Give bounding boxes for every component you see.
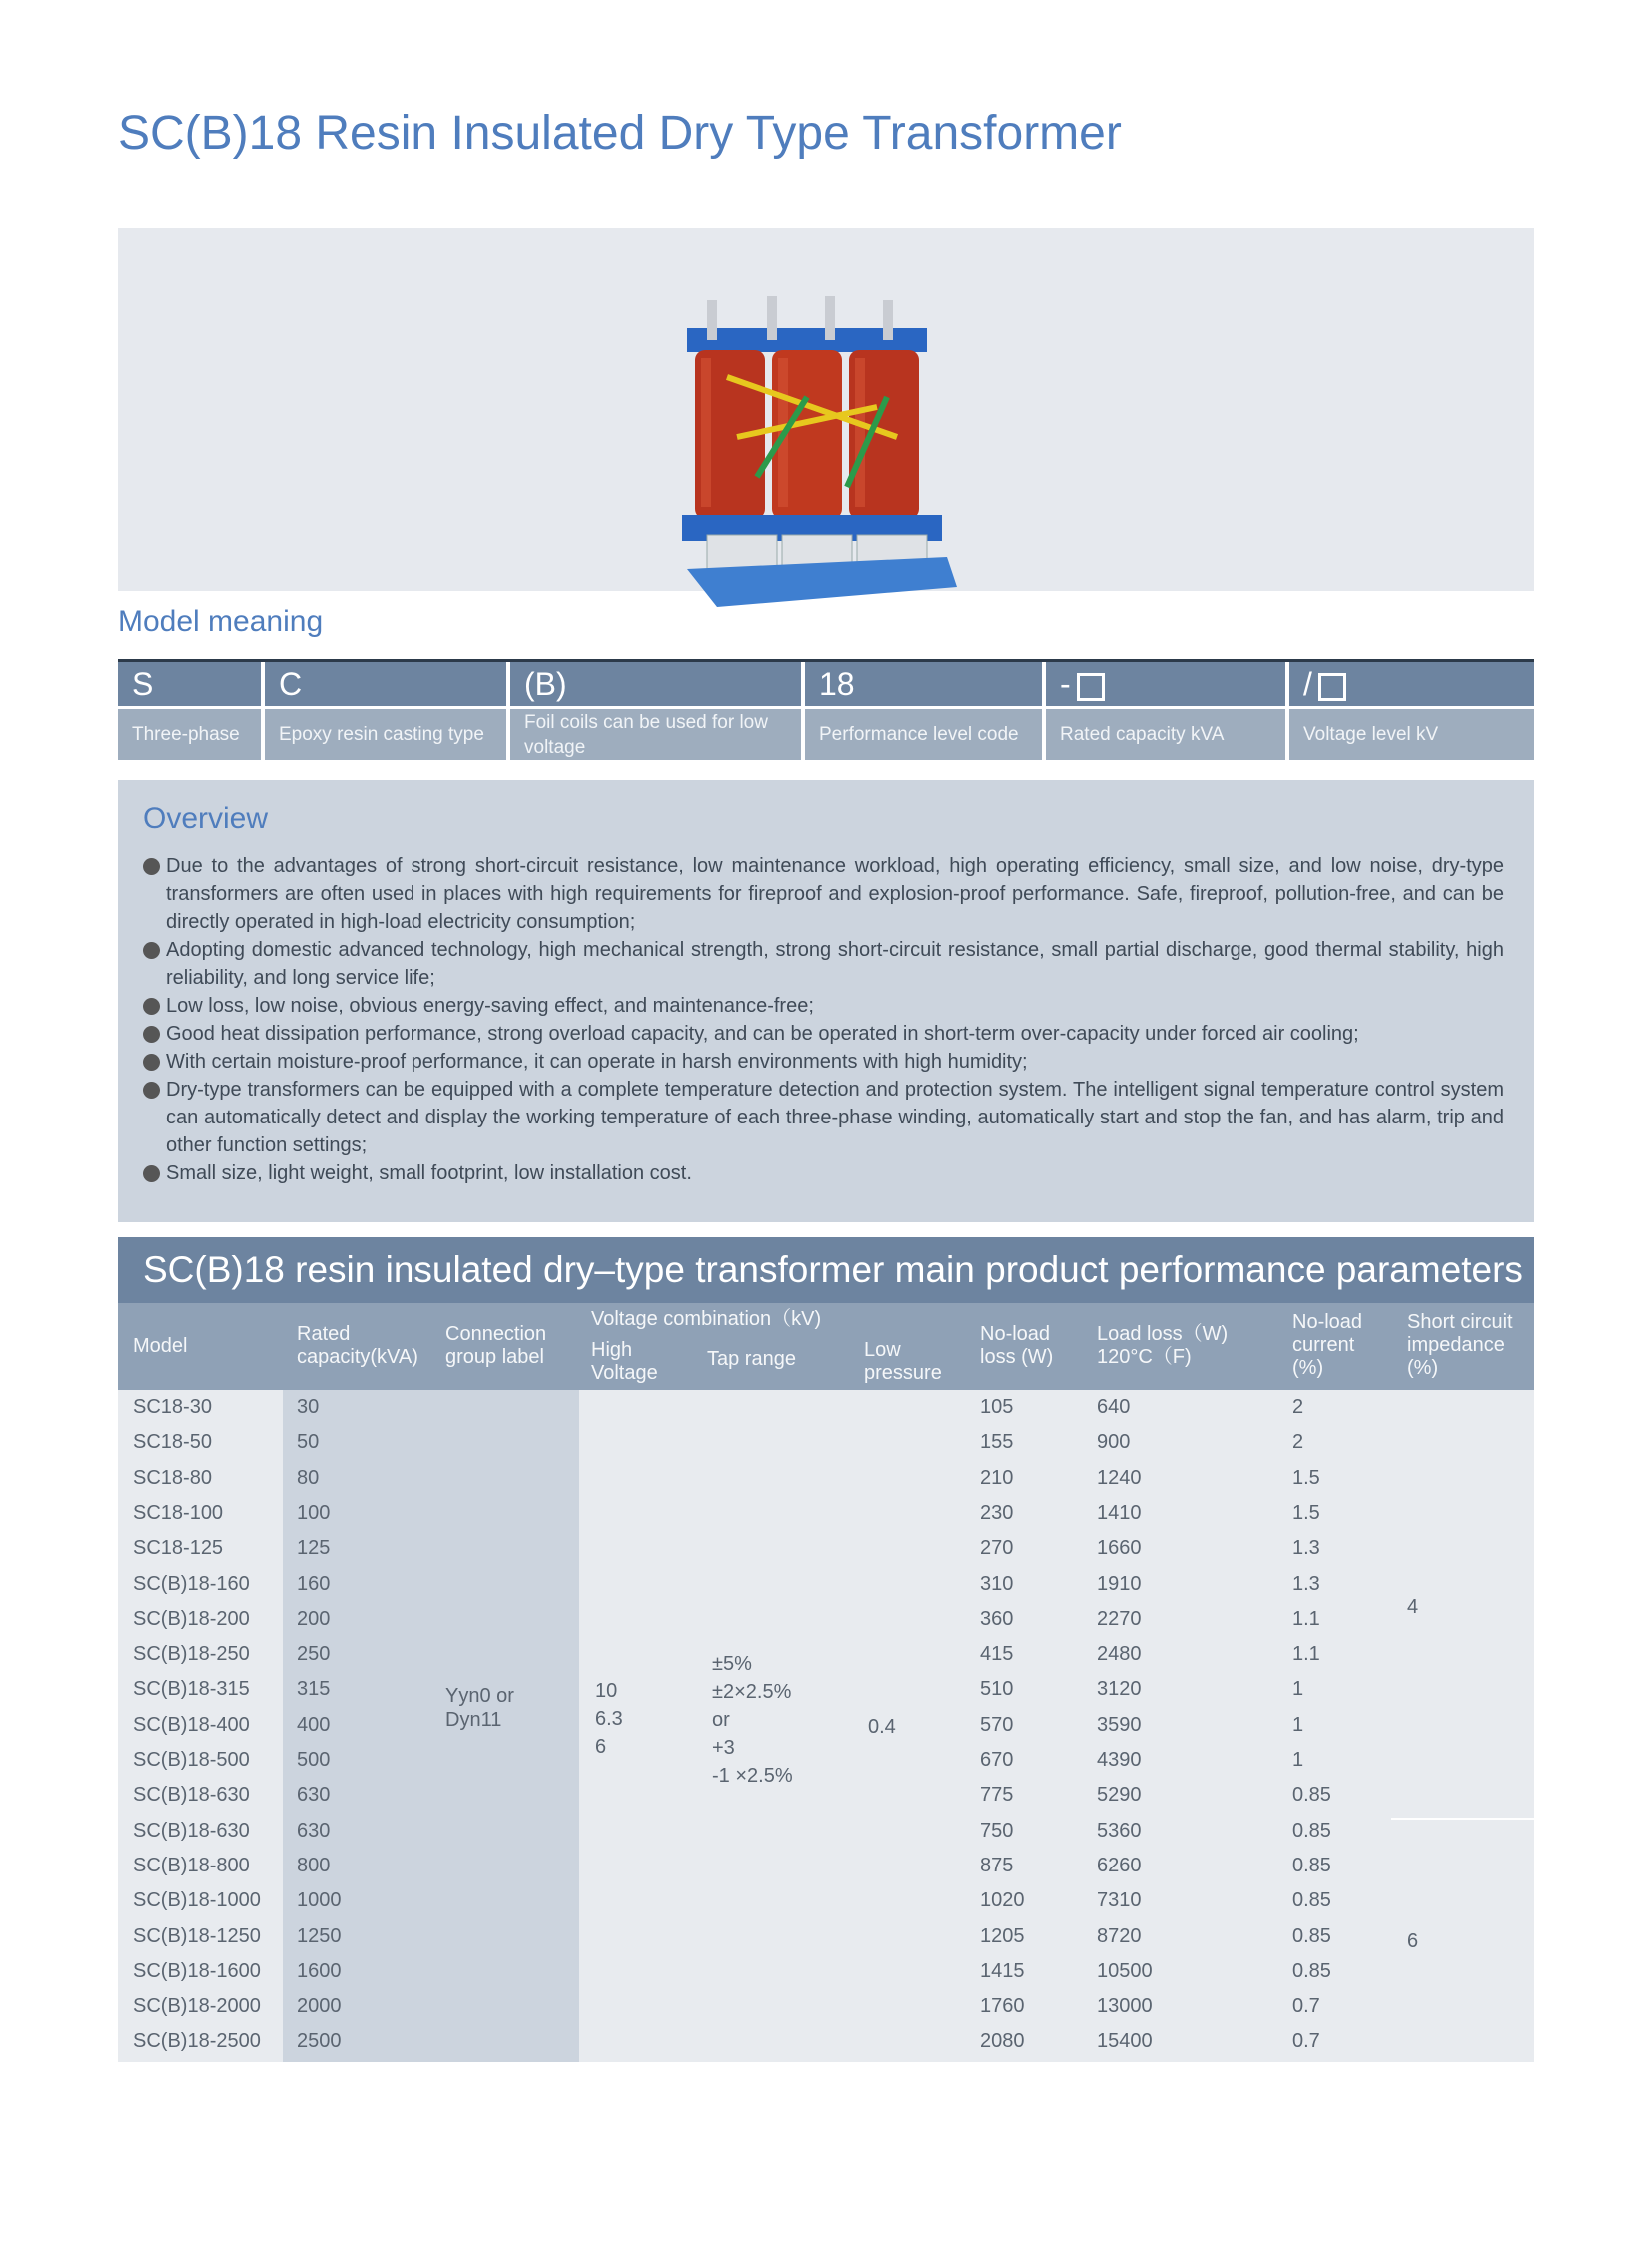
cell-no-load-current: 1.1 [1292,1607,1320,1630]
cell-model: SC(B)18-2000 [133,1995,261,2018]
cell-no-load-current: 0.85 [1292,1854,1331,1876]
header-model: Model [133,1335,188,1357]
cell-model: SC18-125 [133,1537,224,1560]
list-item: Dry-type transformers can be equipped with a complete temperature detection and protection system. The intelligent signal temperature control system can automatically detect and display the working temperature of each three-phase winding, automatically start and stop the fan, and has alarm, trip and other function settings; [143,1076,1504,1159]
cell-load-loss: 2270 [1097,1607,1142,1630]
model-meaning-heading: Model meaning [118,605,324,638]
list-item: Low loss, low noise, obvious energy-saving effect, and maintenance-free; [143,992,1504,1020]
cell-no-load-current: 0.85 [1292,1784,1331,1807]
cell-load-loss: 5290 [1097,1784,1142,1807]
cell-no-load-loss: 415 [980,1643,1014,1666]
cell-no-load-loss: 310 [980,1572,1014,1595]
cell-no-load-loss: 210 [980,1466,1014,1489]
cell-rated: 500 [297,1749,331,1771]
model-desc-c: Epoxy resin casting type [265,706,510,760]
cell-load-loss: 5360 [1097,1819,1142,1842]
header-voltage-combination: Voltage combination（kV) [591,1308,822,1330]
table-row [118,1642,1534,1677]
impedance-cell: 6 [1407,1930,1419,1953]
model-desc-s: Three-phase [118,706,265,760]
table-row [118,1854,1534,1888]
cell-no-load-loss: 1020 [980,1889,1025,1912]
model-code-s: S [118,662,265,706]
table-row [118,1677,1534,1712]
cell-no-load-current: 1 [1292,1713,1304,1736]
cell-load-loss: 10500 [1097,1959,1153,1982]
cell-load-loss: 3590 [1097,1713,1142,1736]
cell-no-load-loss: 155 [980,1431,1014,1454]
cell-no-load-current: 0.85 [1292,1924,1331,1947]
cell-no-load-current: 1.5 [1292,1466,1320,1489]
cell-no-load-loss: 1760 [980,1995,1025,2018]
cell-model: SC18-50 [133,1431,212,1454]
cell-rated: 400 [297,1713,331,1736]
cell-rated: 80 [297,1466,320,1489]
cell-no-load-loss: 270 [980,1537,1014,1560]
model-desc-capacity: Rated capacity kVA [1046,706,1289,760]
cell-no-load-loss: 230 [980,1501,1014,1524]
cell-no-load-loss: 750 [980,1819,1014,1842]
cell-no-load-loss: 510 [980,1678,1014,1701]
model-desc-18: Performance level code [805,706,1046,760]
high-voltage-value: 6 [595,1736,607,1758]
cell-no-load-current: 2 [1292,1396,1304,1418]
table-row [118,1783,1534,1818]
cell-no-load-current: 0.7 [1292,2030,1320,2053]
table-row [118,1572,1534,1607]
cell-no-load-current: 1.3 [1292,1572,1320,1595]
list-item: Small size, light weight, small footprint, low installation cost. [143,1159,1504,1187]
cell-rated: 125 [297,1537,331,1560]
header-low-pressure: Low pressure [864,1339,942,1384]
cell-rated: 30 [297,1396,320,1418]
header-no-load-current: No-load current (%) [1292,1311,1363,1379]
cell-no-load-current: 0.85 [1292,1959,1331,1982]
cell-model: SC(B)18-1000 [133,1889,261,1912]
table-row [118,1959,1534,1994]
cell-rated: 160 [297,1572,331,1595]
cell-load-loss: 4390 [1097,1749,1142,1771]
tap-range-value: +3 [712,1737,735,1759]
model-meaning-table [118,659,1534,760]
page-title: SC(B)18 Resin Insulated Dry Type Transformer [118,107,1122,160]
params-table [118,1303,1534,2062]
params-table-body [118,1390,1534,2062]
cell-load-loss: 1410 [1097,1501,1142,1524]
cell-no-load-loss: 670 [980,1749,1014,1771]
tap-range-value: ±2×2.5% [712,1681,792,1703]
cell-rated: 1600 [297,1959,342,1982]
cell-no-load-current: 1.5 [1292,1501,1320,1524]
header-load-loss: Load loss（W) 120°C（F) [1097,1323,1229,1368]
header-short-circuit: Short circuit impedance (%) [1407,1311,1513,1379]
cell-rated: 315 [297,1678,331,1701]
high-voltage-value: 10 [595,1680,618,1702]
cell-no-load-current: 1.3 [1292,1537,1320,1560]
connection-group-cell: Yyn0 or Dyn11 [445,1685,514,1731]
model-desc-voltage: Voltage level kV [1289,706,1534,760]
cell-rated: 1250 [297,1924,342,1947]
tap-range-value: or [712,1709,730,1731]
cell-model: SC(B)18-500 [133,1749,250,1771]
table-row [118,1536,1534,1571]
header-no-load-loss: No-load loss (W) [980,1323,1054,1368]
cell-rated: 800 [297,1854,331,1876]
cell-model: SC18-80 [133,1466,212,1489]
cell-model: SC(B)18-160 [133,1572,250,1595]
cell-load-loss: 640 [1097,1396,1131,1418]
cell-no-load-loss: 105 [980,1396,1014,1418]
params-table-header [118,1303,1534,1390]
tap-range-value: ±5% [712,1653,752,1675]
cell-rated: 1000 [297,1889,342,1912]
list-item: With certain moisture-proof performance, it can operate in harsh environments with high humidity; [143,1048,1504,1076]
table-row [118,1888,1534,1923]
cell-load-loss: 900 [1097,1431,1131,1454]
header-tap-range: Tap range [707,1348,796,1370]
cell-no-load-current: 0.7 [1292,1995,1320,2018]
cell-no-load-loss: 775 [980,1784,1014,1807]
cell-no-load-current: 2 [1292,1431,1304,1454]
table-row [118,1395,1534,1430]
cell-no-load-current: 1 [1292,1678,1304,1701]
table-row [118,1924,1534,1959]
cell-model: SC(B)18-800 [133,1854,250,1876]
impedance-cell: 4 [1407,1595,1419,1618]
cell-no-load-loss: 360 [980,1607,1014,1630]
high-voltage-value: 6.3 [595,1708,623,1730]
cell-rated: 200 [297,1607,331,1630]
cell-load-loss: 1240 [1097,1466,1142,1489]
model-code-18: 18 [805,662,1046,706]
table-row [118,1430,1534,1465]
cell-model: SC(B)18-630 [133,1819,250,1842]
table-row [118,1607,1534,1642]
cell-load-loss: 13000 [1097,1995,1153,2018]
cell-no-load-loss: 2080 [980,2030,1025,2053]
cell-load-loss: 1910 [1097,1572,1142,1595]
product-image-panel [118,228,1534,591]
transformer-illustration [647,288,1027,607]
cell-model: SC(B)18-400 [133,1713,250,1736]
table-row [118,1748,1534,1783]
header-connection: Connection group label [445,1323,547,1368]
model-code-c: C [265,662,510,706]
list-item: Due to the advantages of strong short-circuit resistance, low maintenance workload, high operating efficiency, small size, and low noise, dry-type transformers are often used in places with high requirements for fireproof and explosion-proof performance. Safe, fireproof, pollution-free, and can be directly operated in high-load electricity consumption; [143,852,1504,936]
overview-list [143,852,1504,1187]
params-heading: SC(B)18 resin insulated dry–type transformer main product performance parameters [118,1237,1534,1303]
cell-no-load-loss: 875 [980,1854,1014,1876]
tap-range-value: -1 ×2.5% [712,1765,793,1787]
cell-rated: 250 [297,1643,331,1666]
table-row [118,2029,1534,2064]
cell-model: SC(B)18-2500 [133,2030,261,2053]
cell-no-load-loss: 1415 [980,1959,1025,1982]
cell-load-loss: 3120 [1097,1678,1142,1701]
cell-load-loss: 6260 [1097,1854,1142,1876]
cell-no-load-loss: 570 [980,1713,1014,1736]
cell-model: SC(B)18-200 [133,1607,250,1630]
cell-model: SC(B)18-1250 [133,1924,261,1947]
model-desc-b: Foil coils can be used for low voltage [510,706,805,760]
placeholder-box-icon [1077,673,1105,701]
model-code-b: (B) [510,662,805,706]
header-high-voltage: High Voltage [591,1339,658,1384]
table-row [118,1819,1534,1854]
low-pressure-cell: 0.4 [868,1716,896,1738]
cell-model: SC(B)18-630 [133,1784,250,1807]
cell-rated: 2000 [297,1995,342,2018]
table-row [118,1994,1534,2029]
table-row [118,1501,1534,1536]
cell-rated: 100 [297,1501,331,1524]
cell-no-load-current: 0.85 [1292,1889,1331,1912]
cell-model: SC18-30 [133,1396,212,1418]
overview-panel [118,780,1534,1222]
table-row [118,1466,1534,1501]
cell-model: SC(B)18-315 [133,1678,250,1701]
cell-rated: 50 [297,1431,320,1454]
cell-load-loss: 8720 [1097,1924,1142,1947]
cell-no-load-current: 0.85 [1292,1819,1331,1842]
cell-rated: 630 [297,1784,331,1807]
placeholder-box-icon [1318,673,1346,701]
cell-rated: 2500 [297,2030,342,2053]
list-item: Good heat dissipation performance, strong overload capacity, and can be operated in short-term over-capacity under forced air cooling; [143,1020,1504,1048]
cell-load-loss: 1660 [1097,1537,1142,1560]
cell-load-loss: 2480 [1097,1643,1142,1666]
model-code-voltage: / [1289,662,1534,706]
cell-model: SC18-100 [133,1501,224,1524]
cell-load-loss: 15400 [1097,2030,1153,2053]
model-code-capacity: - [1046,662,1289,706]
cell-model: SC(B)18-1600 [133,1959,261,1982]
overview-heading: Overview [143,802,269,835]
cell-load-loss: 7310 [1097,1889,1142,1912]
cell-model: SC(B)18-250 [133,1643,250,1666]
cell-no-load-loss: 1205 [980,1924,1025,1947]
header-rated: Rated capacity(kVA) [297,1323,418,1368]
table-row [118,1713,1534,1748]
cell-no-load-current: 1 [1292,1749,1304,1771]
cell-rated: 630 [297,1819,331,1842]
list-item: Adopting domestic advanced technology, high mechanical strength, strong short-circuit resistance, small partial discharge, good thermal stability, high reliability, and long service life; [143,936,1504,992]
cell-no-load-current: 1.1 [1292,1643,1320,1666]
